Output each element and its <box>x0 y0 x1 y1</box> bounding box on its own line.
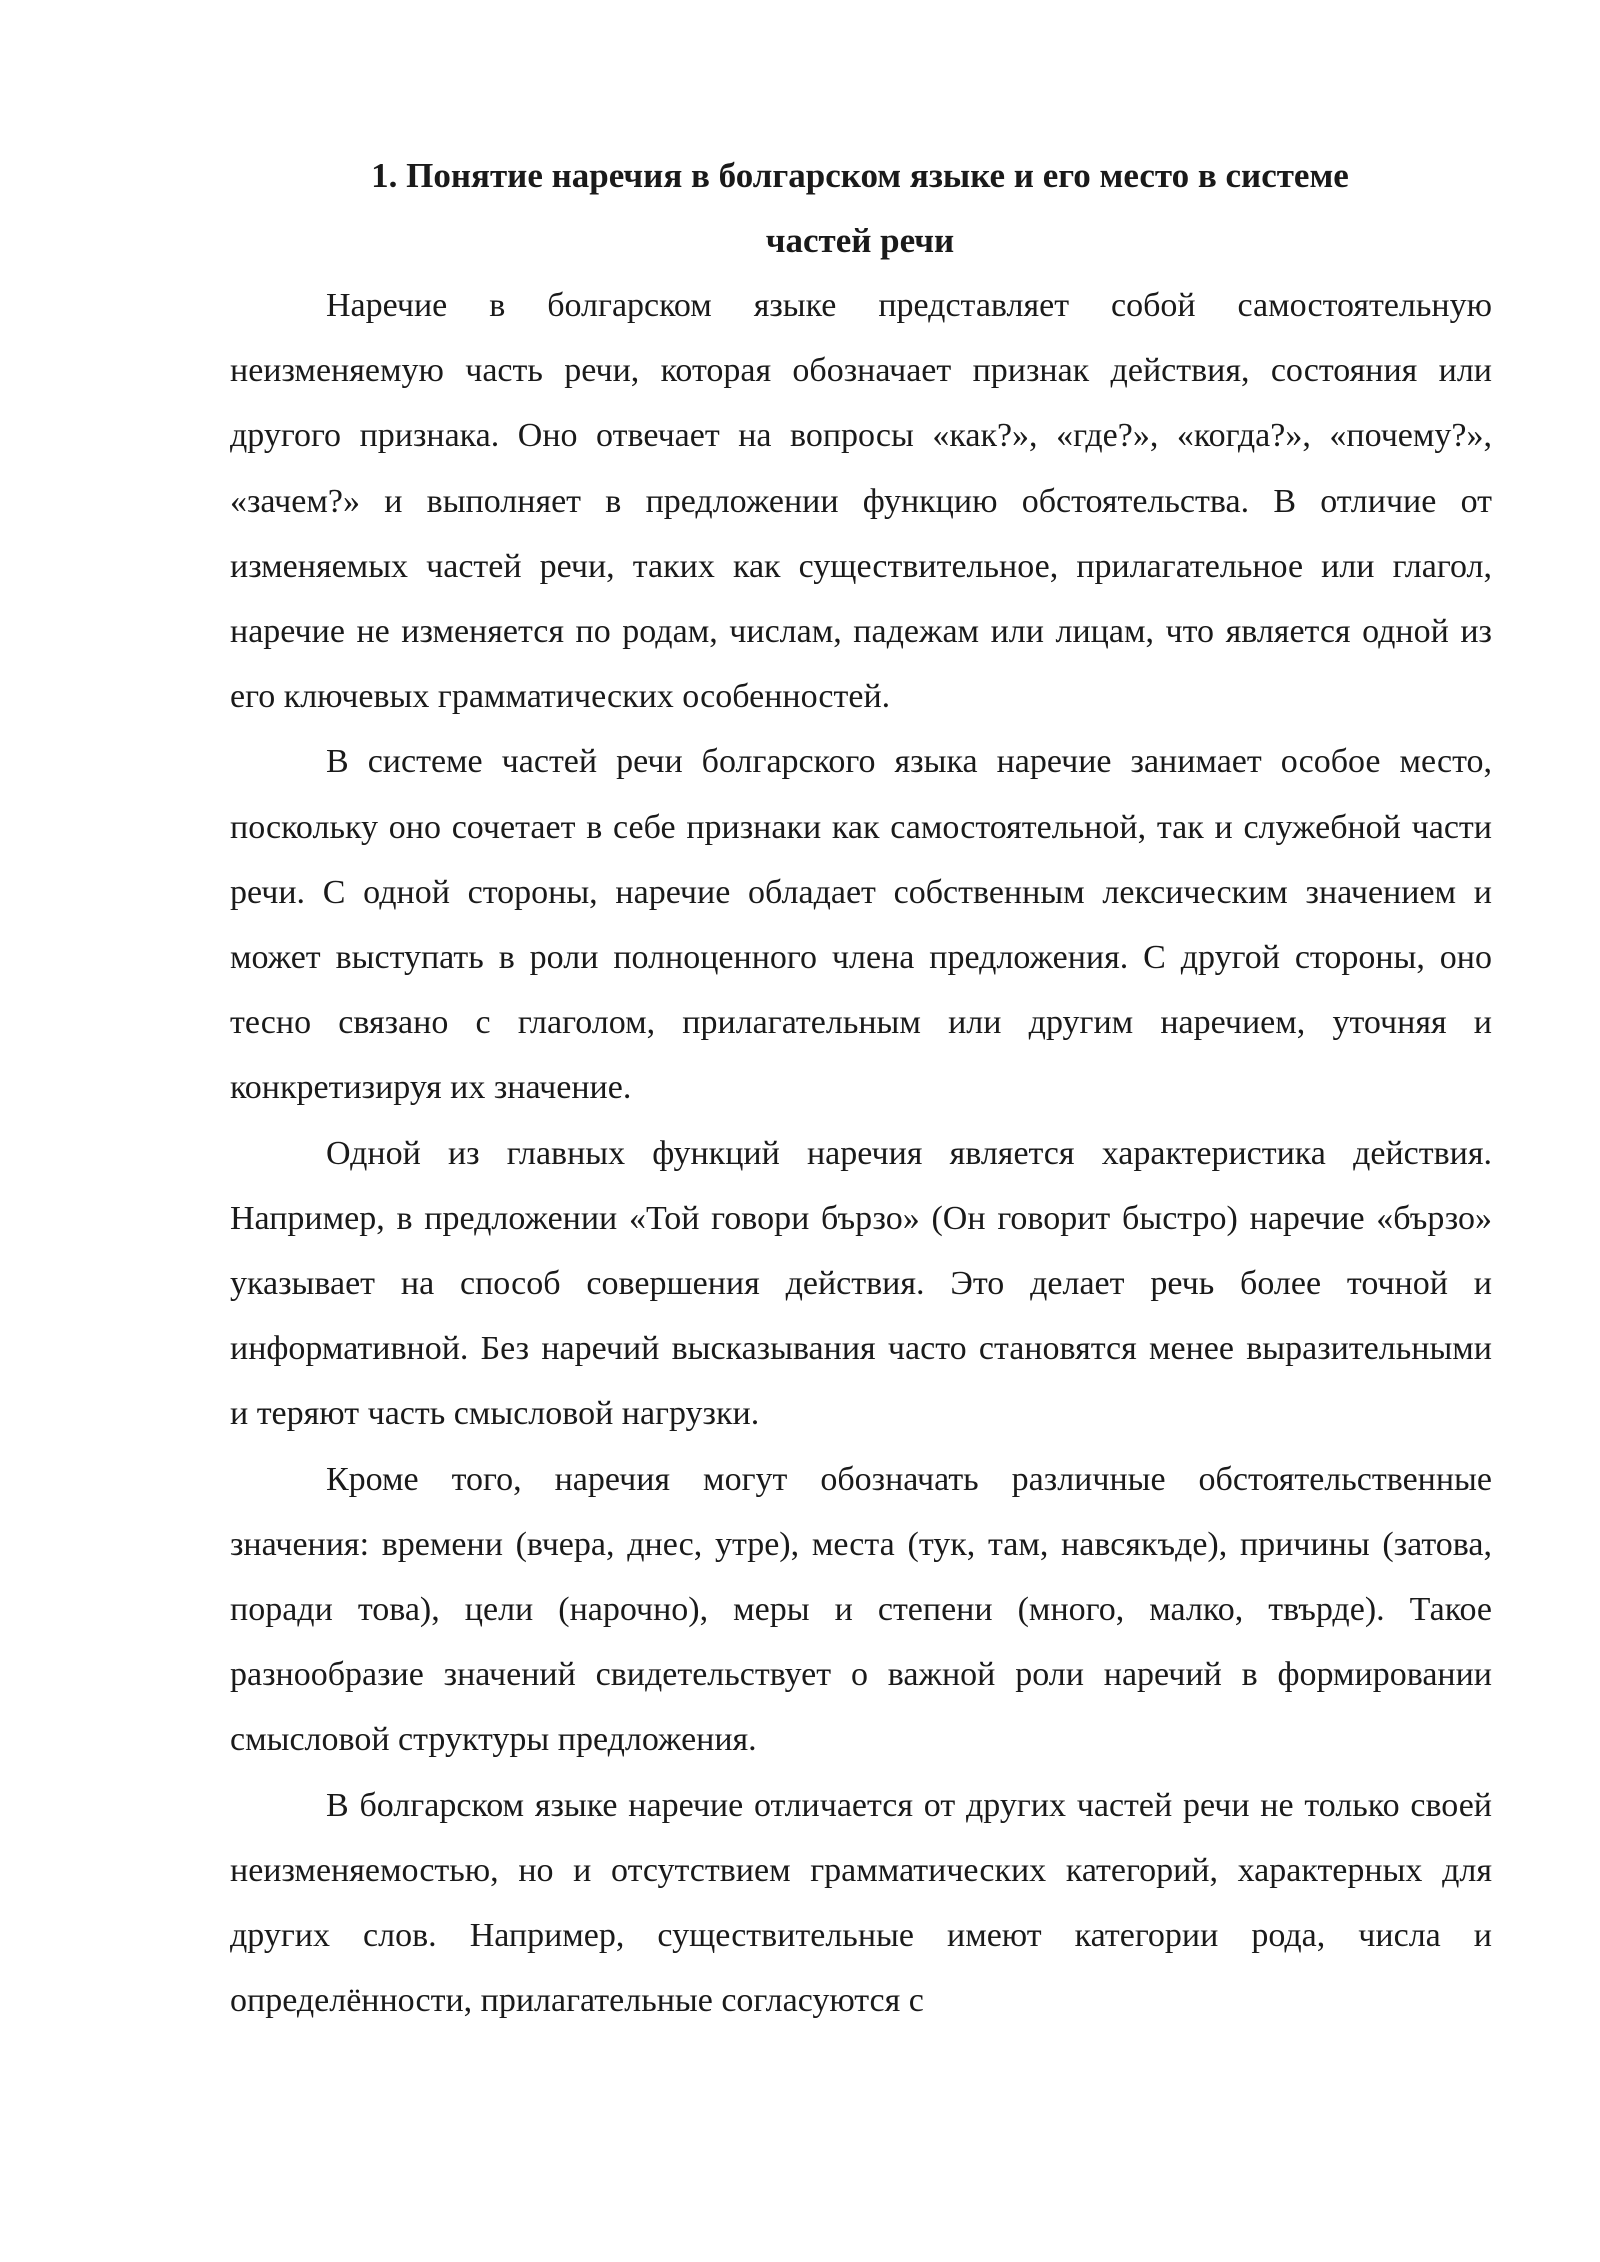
section-heading <box>230 143 1490 273</box>
paragraph-2: В системе частей речи болгарского языка наречие занимает особое место, поскольку оно сочетает в себе признаки как самостоятельной, так и служебной части речи. С одной стороны, наречие обладает собственным лексическим значением и может выступать в роли полноценного члена предложения. С другой стороны, оно тесно связано с глаголом, прилагательным или другим наречием, уточняя и конкретизируя их значение. <box>230 743 1492 1107</box>
paragraph-5: В болгарском языке наречие отличается от других частей речи не только своей неизменяемостью, но и отсутствием грамматических категорий, характерных для других слов. Например, существительные имеют категории рода, числа и определённости, прилагательные согласуются с <box>230 1786 1492 2020</box>
paragraph-1: Наречие в болгарском языке представляет собой самостоятельную неизменяемую часть речи, которая обозначает признак действия, состояния или другого признака. Оно отвечает на вопросы «как?», «где?», «когда?», «почему?», «зачем?» и выполняет в предложении функцию обстоятельства. В отличие от изменяемых частей речи, таких как существительное, прилагательное или глагол, наречие не изменяется по родам, числам, падежам или лицам, что является одной из его ключевых грамматических особенностей. <box>230 287 1492 716</box>
paragraph-3: Одной из главных функций наречия является характеристика действия. Например, в предложении «Той говори бързо» (Он говорит быстро) наречие «бързо» указывает на способ совершения действия. Это делает речь более точной и информативной. Без наречий высказывания часто становятся менее выразительными и теряют часть смысловой нагрузки. <box>230 1134 1492 1433</box>
paragraph-4: Кроме того, наречия могут обозначать различные обстоятельственные значения: времени (вчера, днес, утре), места (тук, там, навсякъде), причины (затова, поради това), цели (нарочно), меры и степени (много, малко, твърде). Такое разнообразие значений свидетельствует о важной роли наречий в формировании смысловой структуры предложения. <box>230 1460 1492 1759</box>
section-heading-line-1: 1. Понятие наречия в болгарском языке и его место в системе <box>371 156 1349 195</box>
body-text <box>230 273 1492 2033</box>
section-heading-line-2: частей речи <box>765 221 955 260</box>
